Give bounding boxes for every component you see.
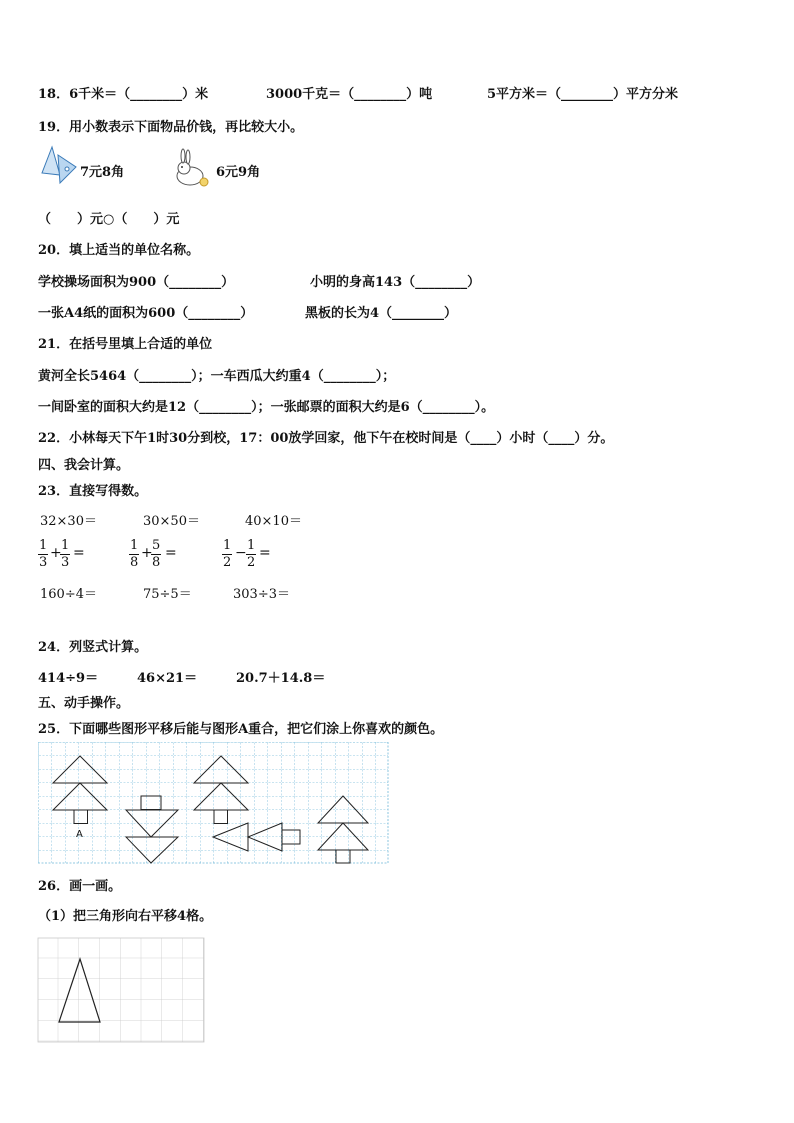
operator: + xyxy=(50,545,62,561)
equals: = xyxy=(165,545,177,561)
q22-text: 22．小林每天下午1时30分到校，17：00放学回家，他下午在校时间是（____）小时（____）分。 xyxy=(38,431,614,446)
q20-item-b: 小明的身高143（________） xyxy=(310,275,481,290)
q24-title: 24．列竖式计算。 xyxy=(38,640,148,655)
q26-sub-question: （1）把三角形向右平移4格。 xyxy=(38,909,213,924)
vertical-calc-item: 46×21＝ xyxy=(137,671,198,686)
q20-item-c: 一张A4纸的面积为600（________） xyxy=(38,306,254,321)
fraction: $\frac{1}{2}$ xyxy=(223,538,232,570)
q26-title: 26．画一画。 xyxy=(38,879,122,894)
q20-item-a: 学校操场面积为900（________） xyxy=(38,275,235,290)
triangle-ruler-icon xyxy=(40,145,78,187)
q19-answer: （ ）元○（ ）元 xyxy=(38,212,180,227)
q18-item-kg: 3000千克＝（________）吨 xyxy=(266,87,433,102)
translation-grid-figure xyxy=(38,742,390,864)
calc-item: 32×30＝ xyxy=(40,514,97,529)
calc-item: 75÷5＝ xyxy=(143,587,192,602)
section-5-heading: 五、动手操作。 xyxy=(38,696,130,711)
equals: = xyxy=(259,545,271,561)
calc-item: 40×10＝ xyxy=(245,514,302,529)
q18-item-km: 18．6千米＝（________）米 xyxy=(38,87,209,102)
q18-item-area: 5平方米＝（________）平方分米 xyxy=(487,87,679,102)
q20-item-d: 黑板的长为4（________） xyxy=(305,306,458,321)
calc-item: 30×50＝ xyxy=(143,514,200,529)
q19-title: 19．用小数表示下面物品价钱，再比较大小。 xyxy=(38,120,304,135)
q19-price-1: 7元8角 xyxy=(80,165,125,180)
q21-line-1: 黄河全长5464（________）；一车西瓜大约重4（________）； xyxy=(38,369,396,384)
operator: − xyxy=(235,545,247,561)
q21-line-2: 一间卧室的面积大约是12（________）；一张邮票的面积大约是6（________）。 xyxy=(38,400,495,415)
section-4-heading: 四、我会计算。 xyxy=(38,458,130,473)
vertical-calc-item: 414÷9＝ xyxy=(38,671,99,686)
fraction: $\frac{5}{8}$ xyxy=(152,538,161,570)
shape-a-label: A xyxy=(76,829,83,840)
q21-title: 21．在括号里填上合适的单位 xyxy=(38,337,213,352)
fraction: $\frac{1}{3}$ xyxy=(39,538,48,570)
q20-title: 20．填上适当的单位名称。 xyxy=(38,243,200,258)
equals: = xyxy=(73,545,85,561)
q23-title: 23．直接写得数。 xyxy=(38,484,148,499)
calc-item: 160÷4＝ xyxy=(40,587,97,602)
vertical-calc-item: 20.7＋14.8＝ xyxy=(236,671,326,686)
triangle-grid-figure xyxy=(37,937,209,1045)
fraction: $\frac{1}{3}$ xyxy=(61,538,70,570)
operator: + xyxy=(141,545,153,561)
fraction: $\frac{1}{8}$ xyxy=(130,538,139,570)
rabbit-toy-icon xyxy=(170,148,212,190)
q19-price-2: 6元9角 xyxy=(216,165,261,180)
calc-item: 303÷3＝ xyxy=(233,587,290,602)
q25-title: 25．下面哪些图形平移后能与图形A重合，把它们涂上你喜欢的颜色。 xyxy=(38,722,444,737)
fraction: $\frac{1}{2}$ xyxy=(247,538,256,570)
